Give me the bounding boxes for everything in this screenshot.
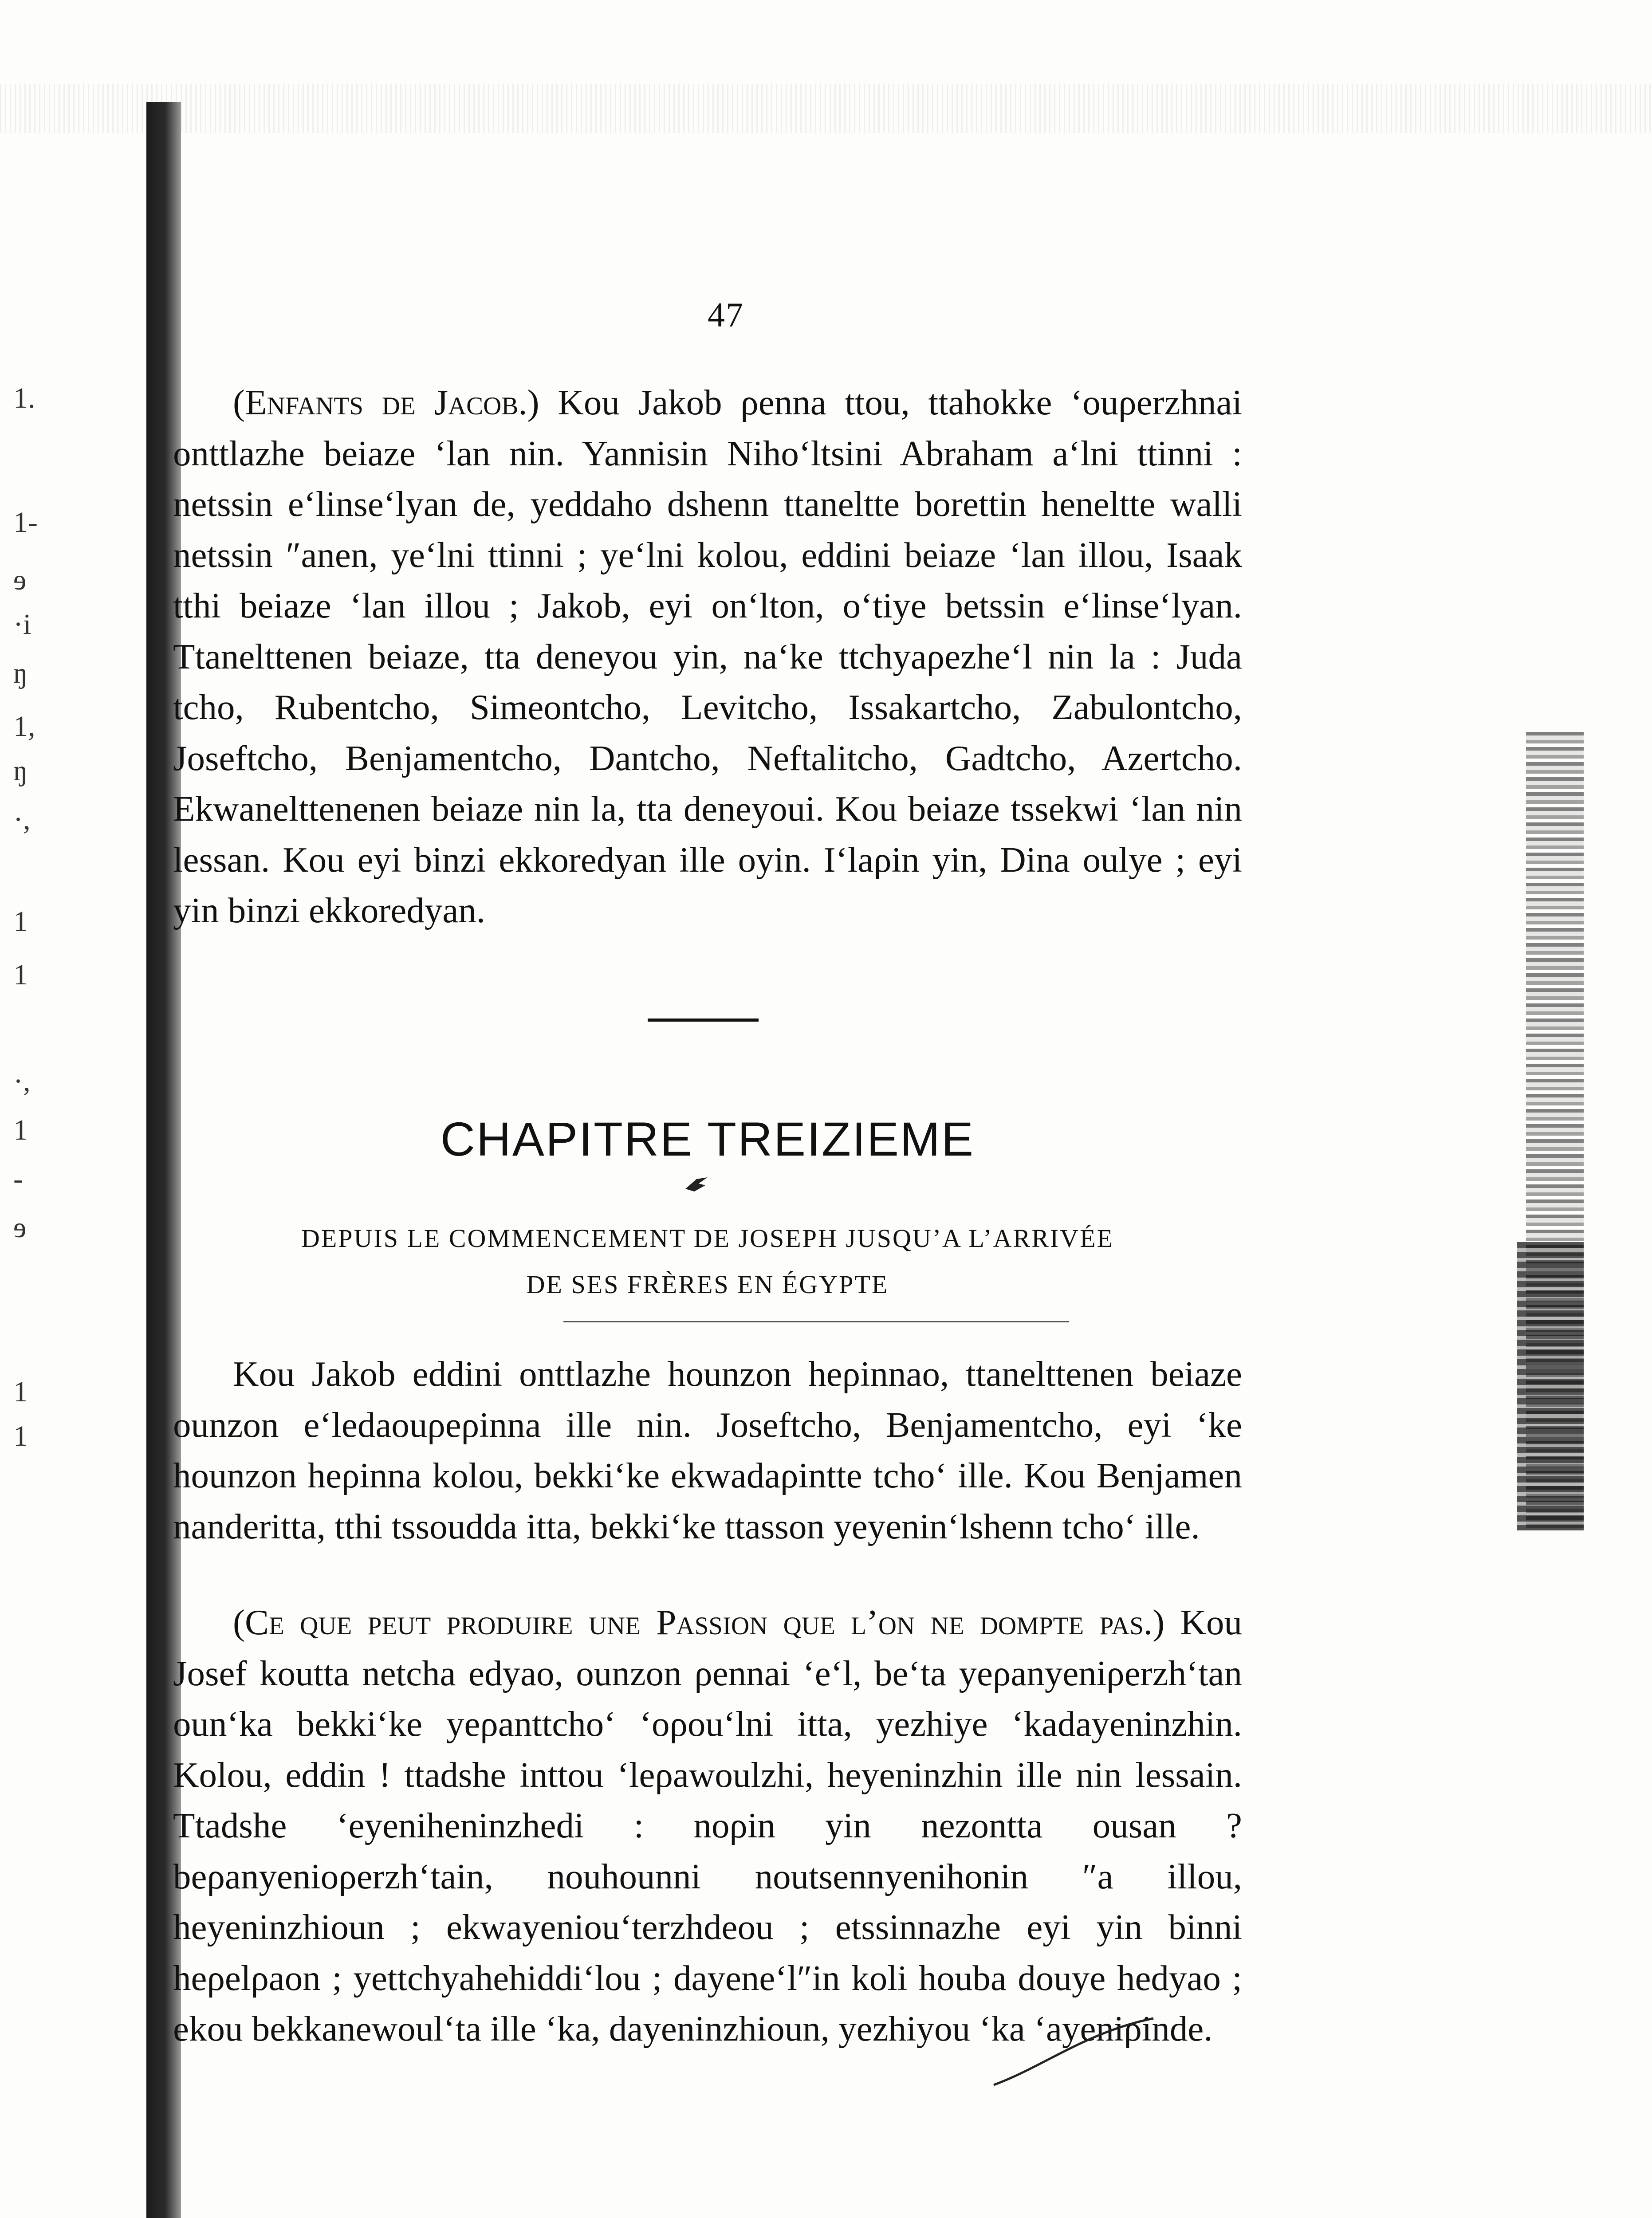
margin-fragment: 1,: [13, 710, 35, 743]
margin-fragment: -: [13, 1163, 23, 1195]
margin-fragment: 1: [13, 959, 28, 991]
margin-fragment: 1.: [13, 382, 35, 414]
margin-fragment: 1: [13, 905, 28, 938]
margin-fragment: 1: [13, 1114, 28, 1146]
paragraph-joseph-brothers: [173, 1349, 1242, 1552]
ornament-icon: [683, 1176, 710, 1193]
subtitle-line: DEPUIS LE COMMENCEMENT DE JOSEPH JUSQU’A L’ARRIVÉE: [301, 1224, 1114, 1253]
subtitle-divider: [563, 1321, 1069, 1322]
scan-artifact-right-lower: [1517, 1242, 1584, 1530]
margin-fragment: ɘ: [13, 564, 27, 596]
margin-fragment: ŋ: [13, 755, 28, 787]
page-number: 47: [708, 295, 744, 334]
paragraph-text: Kou Josef koutta netcha edyao, ounzon ρennai ‘e‘l, be‘ta yeρanyeniρerzh‘tan oun‘ka bekki‘ke yeρanttcho‘ ‘oρou‘lni itta, yezhiye ‘kadayeninzhin. Kolou, eddin ! ttadshe inttou ‘leρawoulzhi, heyeninzhin ille nin lessain. Ttadshe ‘eyeniheninzhedi : noρin yin nezontta ousan ? beρanyenioρerzh‘tain, nouhounni noutsennyenihonin ″a illou, heyeninzhioun ; ekwayeniou‘terzhdeou ; etssinnazhe eyi yin binni heρelρaon ; yettchyahehiddi‘lou ; dayene‘l″in koli houba douye hedyao ; ekou bekkanewoul‘ta ille ‘ka, dayeninzhioun, yezhiyou ‘ka ‘ayeniρinde.: [173, 1602, 1242, 2049]
margin-fragment: 1: [13, 1420, 28, 1452]
chapter-title: CHAPITRE TREIZIEME: [440, 1112, 975, 1166]
chapter-subtitle: [173, 1215, 1242, 1308]
margin-fragment: ·i: [13, 608, 31, 641]
paragraph-text: Kou Jakob ρenna ttou, ttahokke ‘ouρerzhnai onttlazhe beiaze ‘lan nin. Yannisin Niho‘ltsini Abraham a‘lni ttinni : netssin e‘linse‘lyan de, yeddaho dshenn ttaneltte borettin heneltte walli netssin ″anen, ye‘lni ttinni ; ye‘lni kolou, eddini beiaze ‘lan illou, Isaak tthi beiaze ‘lan illou ; Jakob, eyi on‘lton, o‘tiye betssin e‘linse‘lyan. Ttanelttenen beiaze, tta deneyou yin, na‘ke ttchyaρezhe‘l nin la : Juda tcho, Rubentcho, Simeontcho, Levitcho, Issakartcho, Zabulontcho, Joseftcho, Benjamentcho, Dantcho, Neftalitcho, Gadtcho, Azertcho. Ekwanelttenenen beiaze nin la, tta deneyoui. Kou beiaze tssekwi ‘lan nin lessan. Kou eyi binzi ekkoredyan ille oyin. I‘laρin yin, Dina oulye ; eyi yin binzi ekkoredyan.: [173, 382, 1242, 930]
pen-stroke-mark: [989, 2014, 1158, 2089]
margin-fragment: ·,: [13, 1065, 31, 1097]
margin-fragment: ·,: [13, 803, 31, 836]
subtitle-line: DE SES FRÈRES EN ÉGYPTE: [526, 1270, 889, 1299]
paragraph-enfants-de-jacob: [173, 377, 1242, 936]
margin-fragment: ɘ: [13, 1211, 27, 1244]
paragraph-text: Kou Jakob eddini onttlazhe hounzon heρinnao, ttanelttenen beiaze ounzon e‘ledaouρeρinna ille nin. Joseftcho, Benjamentcho, eyi ‘ke hounzon heρinna kolou, bekki‘ke ekwadaρintte tcho‘ ille. Kou Benjamen nanderitta, tthi tssoudda itta, bekki‘ke ttasson yeyenin‘lshenn tcho‘ ille.: [173, 1354, 1242, 1546]
margin-fragment: 1: [13, 1376, 28, 1408]
section-divider: [648, 1019, 759, 1022]
paragraph-heading: (Ce que peut produire une Passion que l’on ne dompte pas.): [233, 1602, 1165, 1642]
margin-fragment: 1-: [13, 506, 38, 539]
paragraph-heading: (Enfants de Jacob.): [233, 382, 539, 422]
scan-noise-top: [0, 84, 1652, 133]
paragraph-passion: [173, 1597, 1242, 2054]
margin-fragment: ŋ: [13, 657, 28, 689]
